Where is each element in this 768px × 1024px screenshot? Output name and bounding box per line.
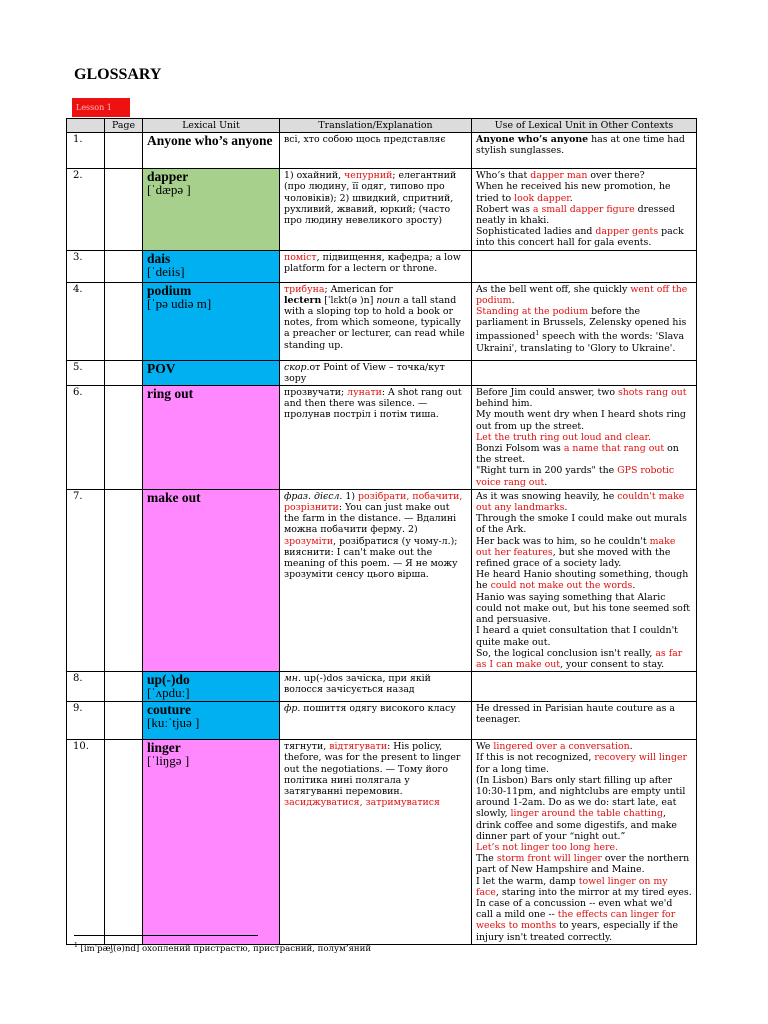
translation-text: : A shot rang out and then there was silence. — пролунав постріл і потім тиша. bbox=[284, 387, 462, 421]
header-lexical-unit: Lexical Unit bbox=[143, 119, 280, 133]
row-number: 2. bbox=[67, 169, 105, 250]
row-number: 8. bbox=[67, 672, 105, 702]
use-text: before the parliament in Brussels, Zelensky opened his impassioned bbox=[476, 306, 687, 343]
translation-cell bbox=[280, 250, 472, 282]
use-line: So, the logical conclusion isn't really, as far as I can make out, your consent to stay. bbox=[476, 647, 683, 670]
table-row bbox=[67, 133, 697, 169]
use-bold: Anyone who’s anyone bbox=[476, 134, 589, 146]
use-line: My mouth went dry when I heard shots ring out from up the street. bbox=[476, 409, 686, 432]
table-row bbox=[67, 386, 697, 490]
header-number bbox=[67, 119, 105, 133]
footnote-separator bbox=[74, 935, 258, 936]
page-cell bbox=[105, 702, 143, 740]
translation-highlight: зрозуміти bbox=[284, 535, 334, 547]
translation-highlight: розібрати, побачити, розрізнити bbox=[284, 490, 463, 514]
translation-text: 1) охайний, bbox=[284, 170, 345, 182]
translation-text: тягнути, bbox=[284, 741, 330, 753]
translation-italic: фр. bbox=[284, 703, 301, 715]
use-cell bbox=[472, 672, 697, 702]
use-text: . bbox=[511, 294, 515, 306]
lexical-unit: dais bbox=[147, 250, 171, 266]
page-cell bbox=[105, 250, 143, 282]
translation-text: всі, хто собою щось представляє bbox=[284, 134, 446, 146]
footnote bbox=[74, 942, 371, 954]
page-cell bbox=[105, 169, 143, 250]
translation-text: от Point of View – точка/кут зору bbox=[284, 361, 445, 384]
lexical-unit: podium bbox=[147, 282, 192, 298]
translation-text: : His policy, thefore, was for the present to linger out the negotiations. — Тому його політика нині полягала у затягуванні перемовин. bbox=[284, 741, 461, 797]
row-number: 3. bbox=[67, 250, 105, 282]
page-cell bbox=[105, 489, 143, 671]
table-row bbox=[67, 282, 697, 360]
lexical-unit: Anyone who’s anyone bbox=[147, 133, 273, 149]
use-line: If this is not recognized, recovery will linger for a long time. bbox=[476, 752, 687, 775]
translation-bold: lectern bbox=[284, 294, 322, 306]
row-number: 10. bbox=[67, 740, 105, 945]
use-line: When he received his new promotion, he tried to look dapper. bbox=[476, 181, 671, 204]
translation-text: прозвучати; bbox=[284, 387, 348, 399]
use-line: Hanio was saying something that Alaric could not make out, but his tone seemed soft and persuasive. bbox=[476, 591, 691, 626]
translation-italic: фраз. дієсл. bbox=[284, 490, 343, 502]
translation-text: up(-)dos зачіска, при якій волосся зачісується назад bbox=[284, 673, 431, 696]
use-line: Before Jim could answer, two shots rang out behind him. bbox=[476, 387, 687, 410]
row-number: 4. bbox=[67, 282, 105, 360]
translation-highlight: засиджуватися, затримуватися bbox=[284, 797, 440, 809]
use-cell bbox=[472, 740, 697, 945]
lexical-unit-cell bbox=[143, 702, 280, 740]
use-line: Her back was to him, so he couldn't make out her features, but she moved with the refined grace of a society lady. bbox=[476, 535, 676, 570]
translation-italic: мн. bbox=[284, 673, 301, 685]
transcription: [ˈliŋgə ] bbox=[147, 753, 190, 769]
lexical-unit-cell bbox=[143, 672, 280, 702]
translation-text: : You can just make out the farm in the distance. — Вдалині можна побачити ферму. 2) bbox=[284, 502, 457, 536]
use-cell bbox=[472, 169, 697, 250]
use-line: I heard a quiet consultation that I couldn't quite make out. bbox=[476, 625, 678, 648]
use-line: "Right turn in 200 yards" the GPS robotic voice rang out. bbox=[476, 465, 675, 488]
table-row bbox=[67, 250, 697, 282]
use-cell bbox=[472, 386, 697, 490]
translation-cell bbox=[280, 169, 472, 250]
lexical-unit-cell bbox=[143, 133, 280, 169]
row-number: 5. bbox=[67, 360, 105, 385]
use-line: Bonzi Folsom was a name that rang out on the street. bbox=[476, 443, 679, 466]
lexical-unit: linger bbox=[147, 740, 181, 756]
translation-highlight: чепурний bbox=[344, 170, 393, 182]
translation-text: , підвищення, кафедра; a low platform for a lectern or throne. bbox=[284, 251, 461, 274]
use-text: has at one time had stylish sunglasses. bbox=[476, 134, 685, 157]
page-cell bbox=[105, 282, 143, 360]
use-line: As it was snowing heavily, he couldn't make out any landmarks. bbox=[476, 490, 685, 514]
translation-text: a tall stand with a sloping top to hold a book or notes, from which someone, typically a preacher or lecturer, can read while standing up. bbox=[284, 294, 465, 351]
use-line: In case of a concussion -- even what we'd call a mild one -- the effects can linger for weeks to months to years, especially if the injury isn't treated correctly. bbox=[476, 897, 679, 943]
translation-highlight: поміст bbox=[284, 251, 317, 263]
lesson-tag: Lesson 1 bbox=[72, 98, 130, 117]
use-line: Let the truth ring out loud and clear. bbox=[476, 431, 651, 443]
lexical-unit-cell bbox=[143, 282, 280, 360]
use-text: speech with the words: 'Slava Ukraini', translating to 'Glory to Ukraine'. bbox=[476, 331, 685, 354]
page-cell bbox=[105, 386, 143, 490]
use-line: I let the warm, damp towel linger on my face, staring into the mirror at my tired eyes. bbox=[476, 875, 692, 898]
table-row bbox=[67, 740, 697, 945]
translation-cell bbox=[280, 360, 472, 385]
translation-cell bbox=[280, 133, 472, 169]
use-text: He dressed in Parisian haute couture as a teenager. bbox=[476, 703, 675, 726]
translation-highlight: лунати bbox=[347, 387, 382, 399]
translation-cell bbox=[280, 702, 472, 740]
use-cell bbox=[472, 489, 697, 671]
translation-cell bbox=[280, 282, 472, 360]
page-cell bbox=[105, 360, 143, 385]
translation-cell bbox=[280, 489, 472, 671]
transcription: [ˈdæpə ] bbox=[147, 182, 191, 198]
use-text: As the bell went off, she quickly bbox=[476, 283, 631, 295]
header-use: Use of Lexical Unit in Other Contexts bbox=[472, 119, 697, 133]
use-line: Robert was a small dapper figure dressed neatly in khaki. bbox=[476, 203, 675, 227]
page-cell bbox=[105, 133, 143, 169]
page-cell bbox=[105, 740, 143, 945]
table-header bbox=[67, 119, 697, 133]
translation-text: [ˈlɛkt(ə )n] bbox=[321, 294, 377, 306]
use-highlight: Standing at the podium bbox=[476, 306, 589, 318]
row-number: 6. bbox=[67, 386, 105, 490]
table-row bbox=[67, 489, 697, 671]
transcription: [ˈʌpduː] bbox=[147, 685, 190, 701]
table-row bbox=[67, 672, 697, 702]
translation-cell bbox=[280, 672, 472, 702]
header-translation: Translation/Explanation bbox=[280, 119, 472, 133]
lexical-unit-cell bbox=[143, 489, 280, 671]
translation-highlight: відтягувати bbox=[329, 741, 388, 753]
transcription: [ˈdeiis] bbox=[147, 263, 185, 279]
lexical-unit: dapper bbox=[147, 169, 189, 185]
page-cell bbox=[105, 672, 143, 702]
footnote-text: [imˈpæʃ(ə)nd] охоплений пристрастю, пристрасний, полум’яний bbox=[77, 943, 372, 954]
use-line: We lingered over a conversation. bbox=[476, 741, 633, 753]
lexical-unit-cell bbox=[143, 250, 280, 282]
use-cell bbox=[472, 282, 697, 360]
page-title: GLOSSARY bbox=[74, 66, 162, 83]
lexical-unit: up(-)do bbox=[147, 672, 190, 688]
use-line: Who’s that dapper man over there? bbox=[476, 170, 645, 182]
lexical-unit: make out bbox=[147, 489, 201, 505]
use-cell bbox=[472, 250, 697, 282]
translation-text: 1) bbox=[342, 490, 358, 502]
glossary-table bbox=[66, 118, 697, 945]
transcription: [ˈpə udiə m] bbox=[147, 295, 212, 311]
lexical-unit-cell bbox=[143, 360, 280, 385]
lexical-unit: ring out bbox=[147, 386, 194, 402]
use-line: The storm front will linger over the northern part of New Hampshire and Maine. bbox=[476, 853, 690, 876]
row-number: 7. bbox=[67, 489, 105, 671]
table-row bbox=[67, 169, 697, 250]
translation-italic: noun bbox=[376, 294, 401, 306]
use-cell bbox=[472, 702, 697, 740]
footnote-ref: 1 bbox=[535, 330, 540, 338]
lexical-unit-cell bbox=[143, 386, 280, 490]
transcription: [kuːˈtjuə ] bbox=[147, 715, 200, 731]
lexical-unit-cell bbox=[143, 169, 280, 250]
lexical-unit: couture bbox=[147, 702, 191, 718]
use-line: (In Lisbon) Bars only start filling up after 10:30-11pm, and nightclubs are empty until around 1-2am. Do as we do: start late, eat slowly, linger around the table chatting, drink coffee and some digestifs, and make dinner part of your “night out.” bbox=[476, 774, 686, 842]
table-row bbox=[67, 702, 697, 740]
use-highlight: went off the podium bbox=[476, 283, 688, 306]
translation-text: , розібратися (у чому-л.); вияснити: I can't make out the meaning of this poem. — Я не можу зрозуміти сенсу цього вірша. bbox=[284, 535, 458, 581]
translation-highlight: трибуна bbox=[284, 283, 325, 295]
use-cell bbox=[472, 133, 697, 169]
row-number: 9. bbox=[67, 702, 105, 740]
translation-text: пошиття одягу високого класу bbox=[300, 703, 456, 715]
table-row bbox=[67, 360, 697, 385]
use-line: Let’s not linger too long here. bbox=[476, 841, 619, 853]
lexical-unit-cell bbox=[143, 740, 280, 945]
translation-cell bbox=[280, 386, 472, 490]
lexical-unit: POV bbox=[147, 360, 176, 376]
header-page: Page bbox=[105, 119, 143, 133]
translation-text: ; елегантний (про людину, її одяг, типово про чоловіків); 2) швидкий, спритний, рухливий, жвавий, юркий; (часто про людину невеликого зросту) bbox=[284, 170, 457, 227]
translation-cell bbox=[280, 740, 472, 945]
use-line: He heard Hanio shouting something, though he could not make out the words. bbox=[476, 569, 689, 592]
translation-italic: скор. bbox=[284, 361, 310, 373]
use-cell bbox=[472, 360, 697, 385]
translation-text: ; American for bbox=[324, 283, 393, 295]
use-line: Through the smoke I could make out murals of the Ark. bbox=[476, 513, 687, 536]
footnote-marker: 1 bbox=[74, 942, 78, 949]
use-line: Sophisticated ladies and dapper gents pack into this concert hall for gala events. bbox=[476, 226, 684, 249]
row-number: 1. bbox=[67, 133, 105, 169]
